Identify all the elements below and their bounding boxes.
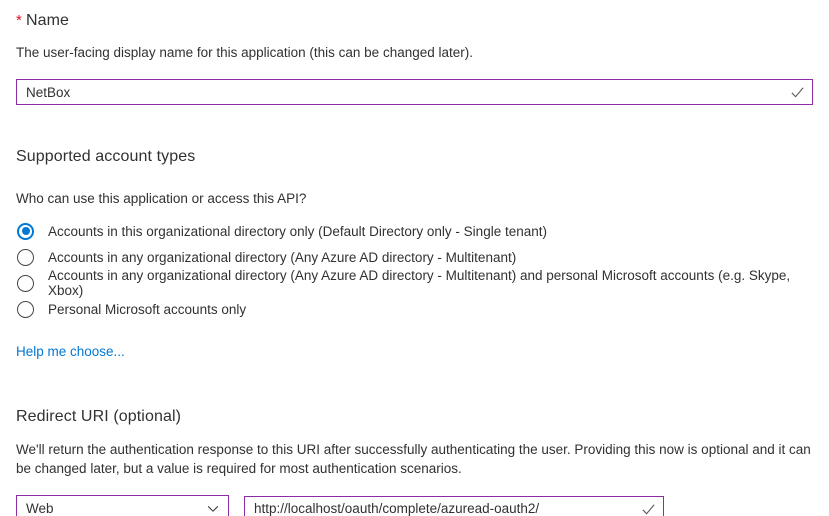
account-types-radio-group bbox=[16, 218, 813, 322]
redirect-uri-heading: Redirect URI (optional) bbox=[16, 408, 182, 425]
platform-select[interactable] bbox=[16, 495, 229, 516]
name-input[interactable] bbox=[17, 80, 812, 104]
account-types-heading: Supported account types bbox=[16, 148, 196, 165]
radio-option-personal-only[interactable] bbox=[16, 296, 813, 322]
name-description: The user-facing display name for this application (this can be changed later). bbox=[16, 45, 473, 60]
radio-option-single-tenant[interactable] bbox=[16, 218, 813, 244]
help-me-choose-link[interactable]: Help me choose... bbox=[16, 344, 125, 359]
redirect-uri-description: We'll return the authentication response to this URI after successfully authenticating the user. Providing this now is optional and it can be changed later, but a value is required for most authentication scenarios. bbox=[16, 442, 811, 476]
radio-button-icon[interactable] bbox=[17, 223, 34, 240]
required-asterisk: * bbox=[16, 12, 22, 29]
chevron-down-icon bbox=[206, 502, 220, 516]
radio-option-label: Accounts in this organizational directory only (Default Directory only - Single tenant) bbox=[48, 223, 547, 239]
radio-option-label: Accounts in any organizational directory (Any Azure AD directory - Multitenant) bbox=[48, 249, 517, 265]
radio-option-label: Accounts in any organizational directory (Any Azure AD directory - Multitenant) and personal Microsoft accounts (e.g. Skype, Xbox) bbox=[48, 268, 791, 298]
radio-button-icon[interactable] bbox=[17, 249, 34, 266]
account-types-question: Who can use this application or access this API? bbox=[16, 191, 307, 206]
name-section-heading bbox=[16, 12, 813, 30]
radio-button-icon[interactable] bbox=[17, 275, 34, 292]
name-input-container bbox=[16, 79, 813, 105]
radio-option-label: Personal Microsoft accounts only bbox=[48, 301, 247, 317]
radio-option-multitenant-personal[interactable] bbox=[16, 270, 813, 296]
name-label: Name bbox=[25, 12, 70, 29]
platform-select-value: Web bbox=[26, 501, 54, 516]
redirect-uri-input[interactable] bbox=[245, 497, 663, 516]
redirect-uri-row bbox=[16, 495, 813, 516]
radio-option-multitenant[interactable] bbox=[16, 244, 813, 270]
redirect-uri-input-container bbox=[244, 496, 664, 516]
radio-button-icon[interactable] bbox=[17, 301, 34, 318]
